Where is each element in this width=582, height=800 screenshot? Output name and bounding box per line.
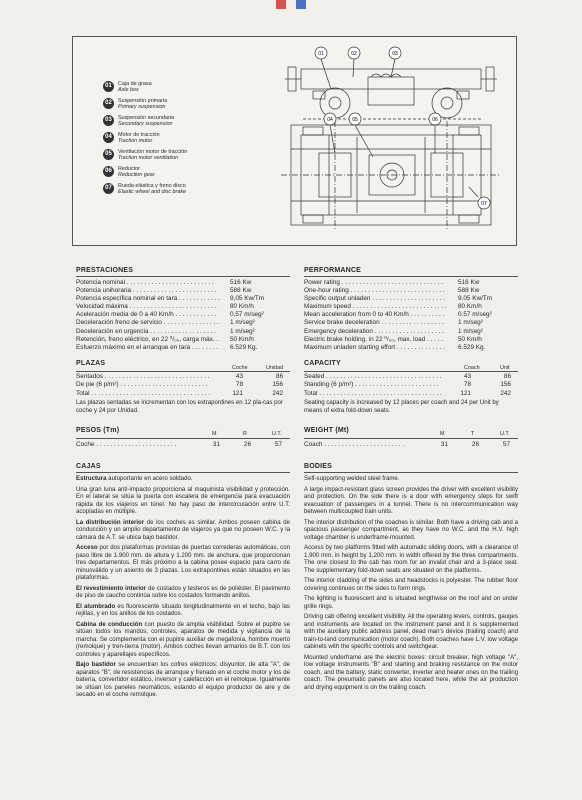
bodies-paragraph: The interior cladding of the sides and headstocks is polyester. The rubber floor covering continues on the sides to form rings. — [304, 577, 518, 592]
prestaciones-row — [76, 279, 290, 287]
spec-value: 6.529 Kg. — [458, 343, 486, 351]
capacity-label: Standing (6 p/m²) . . . . . . . . . . . . . . . . . . . . . . . . — [304, 381, 439, 389]
cajas-body: por dos plataformas provistas de puertas correderas automáticas, con paso libre de 1.900 mm. de altura y 1.200 mm. de anchura, que proporcionan tres departamentos. El más próximo a la cabina posee espacio para carro de minusválido y un asiento de 3 plazas. Los extrapontines están situados en las plataformas. — [76, 544, 290, 581]
spec-value: 588 Kw — [458, 287, 480, 295]
spec-label: Esfuerzo máximo en el arranque en tara . . . . . . . . — [76, 343, 219, 351]
prestaciones-table — [76, 279, 290, 352]
legend-number-badge: 03 — [103, 115, 114, 126]
callout-label: 03 — [392, 51, 398, 57]
bodies-paragraph: The interior distribution of the coaches is similar. Both have a driving cab and a spacious passenger compartment, as they have no W.C. and the H.V. high voltage chamber is underframe-mounted. — [304, 518, 518, 541]
capacity-value: 43 — [235, 373, 243, 380]
spec-label: Potencia unihoraria . . . . . . . . . . . . . . . . . . . . . . . . — [76, 287, 217, 295]
spec-value: 1 m/seg² — [458, 319, 483, 327]
cajas-paragraph — [76, 486, 290, 516]
spec-label: Maximum speed . . . . . . . . . . . . . . . . . . . . . . . . . . . — [304, 303, 447, 311]
prestaciones-title: PRESTACIONES — [76, 267, 134, 274]
cajas-paragraph — [76, 661, 290, 699]
plazas-col-coche: Coche — [232, 365, 248, 371]
spec-label: Electric brake holding, in 22 ⁰/₀₀, max. load . . . . . — [304, 335, 443, 343]
spec-label: Retención, freno eléctrico, en 22 ⁰/₀₀, carga máx. . — [76, 335, 219, 343]
capacity-value: 43 — [463, 373, 471, 380]
legend-spanish-label: Rueda elástica y freno disco — [118, 183, 186, 189]
callout-label: 05 — [352, 117, 358, 123]
spec-label: Emergency deceleration . . . . . . . . . . . . . . . . . . . . — [304, 327, 444, 335]
section-rule — [304, 438, 518, 439]
weight-label: Coach . . . . . . . . . . . . . . . . . . . . . . . — [304, 441, 405, 448]
performance-row — [304, 328, 518, 336]
capacity-row — [304, 381, 518, 389]
cajas-body: de costados y testeros es de poliéster. El pavimento de piso de caucho continúa sobre los costados formando anillos. — [76, 584, 291, 599]
legend-number-badge: 04 — [103, 132, 114, 143]
weight-value: 31 — [440, 441, 448, 448]
section-rule — [76, 276, 290, 277]
spec-value: 9.05 Kw/Tm — [458, 295, 493, 303]
spec-value: 1 m/seg² — [458, 327, 483, 335]
weight-col: M — [440, 431, 445, 437]
prestaciones-row — [76, 295, 290, 303]
legend-spanish-label: Suspensión secundaria — [118, 115, 175, 121]
capacity-value: 78 — [235, 381, 243, 389]
cajas-paragraph — [76, 621, 290, 659]
capacity-value: 121 — [232, 389, 243, 397]
capacity-label: De pie (6 p/m²) . . . . . . . . . . . . . . . . . . . . . . . . . — [76, 381, 208, 389]
prestaciones-row — [76, 328, 290, 336]
prestaciones-row — [76, 319, 290, 327]
prestaciones-row — [76, 344, 290, 352]
capacity-value: 156 — [500, 381, 511, 389]
legend-number-badge: 07 — [103, 183, 114, 194]
performance-table — [304, 279, 518, 352]
performance-row — [304, 336, 518, 344]
spec-label: Specific output unladen . . . . . . . . . . . . . . . . . . . . . — [304, 295, 446, 303]
bodies-paragraph: Self-supporting welded steel frame. — [304, 475, 400, 482]
spec-value: 588 Kw — [230, 287, 252, 295]
pesos-value: 26 — [243, 441, 251, 448]
bodies-text — [304, 475, 518, 694]
bogie-technical-drawing — [73, 37, 518, 247]
capacity-col-coach: Coach — [464, 365, 480, 371]
cajas-body: de los coches es similar. Ambos poseen cabina de conducción y un amplio departamento de viajeros ya que no poseen W.C. y la cámara de A.T. se ubica bajo bastidor. — [76, 518, 290, 541]
cajas-title: CAJAS — [76, 463, 101, 470]
legend-english-label: Reduction gear — [118, 172, 155, 179]
prestaciones-row — [76, 336, 290, 344]
capacity-row — [304, 390, 518, 398]
cajas-lead-term: El alumbrado — [76, 602, 116, 610]
capacity-note: Seating capacity is increased by 12 places per coach and 24 per Unit by means of extra fold-down seats. — [304, 399, 499, 414]
performance-row — [304, 287, 518, 295]
spec-value: 9,05 Kw/Tm — [230, 295, 265, 303]
spec-label: Maximum unladen starting effort . . . . . . . . . . . . . . — [304, 343, 445, 351]
spec-label: Power rating . . . . . . . . . . . . . . . . . . . . . . . . . . . . . — [304, 279, 443, 286]
section-rule — [76, 472, 290, 473]
legend-spanish-label: Caja de grasa — [118, 81, 152, 87]
pesos-value: 31 — [212, 441, 220, 448]
prestaciones-row — [76, 311, 290, 319]
cajas-body: autoportante en acero soldado. — [106, 475, 193, 482]
cajas-body: se encuentran los cofres eléctricos: disyuntor, de alta "A", de aparatos "B", de resistencias de arranque y frenado en el coche motor y los de batería, convertidor estático, inversor y calefacción en el remolque. Igualmente se sitúan los paneles neumáticos, estando el equipo productor de aire y de secado en el coche remolque. — [76, 661, 290, 698]
cajas-lead-term: El revestimiento interior — [76, 584, 147, 592]
callout-markers — [315, 47, 490, 209]
spec-value: 0,57 m/seg² — [230, 311, 264, 319]
header-red-bar — [276, 0, 286, 9]
cajas-paragraph — [76, 585, 290, 600]
performance-row — [304, 344, 518, 352]
cajas-lead-term: Acceso — [76, 544, 98, 551]
capacity-title: CAPACITY — [304, 360, 341, 367]
legend-english-label: Elastic wheel and disc brake — [118, 189, 187, 196]
cajas-body: es fluorescente situado longitudinalmente en el techo, bajo las rejillas, y en los anillos de los costados. — [76, 602, 290, 617]
bodies-paragraph: A large impact-resistant glass screen provides the driver with excellent visibility and protection. On the side there is a door with emergency steps for swift evacuation of passengers in a tunnel. There is no intercommunication way between multicoupled train units. — [304, 485, 518, 515]
cajas-lead-term: La distribución interior — [76, 518, 145, 526]
bodies-paragraph: Mounted underframe are the electric boxes: circuit breaker, high voltage "A", low voltage instruments "B" and starting and braking resistance on the motor coach, and the battery, static converter, inverter and heater ones on the trailing coach. The pneumatic panels are also located here, while the air production and drying equipment is on the trailing coach. — [304, 653, 518, 691]
spec-label: Aceleración media de 0 a 40 Km/h . . . . . . . . . . . . — [76, 311, 217, 319]
plazas-note: Las plazas sentadas se incrementan con los extrapontines en 12 pla-cas por coche y 24 por Unidad. — [76, 399, 283, 414]
weight-col: U.T. — [500, 431, 510, 437]
header-blue-bar — [296, 0, 306, 9]
pesos-row — [76, 441, 290, 449]
weight-title: WEIGHT (Mt) — [304, 427, 349, 434]
performance-title: PERFORMANCE — [304, 267, 362, 274]
spec-label: Deceleración en urgencia . . . . . . . . . . . . . . . . . . . — [76, 327, 216, 335]
section-rule — [304, 276, 518, 277]
weight-value: 26 — [471, 441, 479, 448]
callout-label: 06 — [432, 117, 438, 123]
spec-label: Deceleración freno de servicio . . . . . . . . . . . . . . . . — [76, 319, 219, 327]
section-rule — [76, 371, 290, 372]
bodies-title: BODIES — [304, 463, 333, 470]
legend-number-badge: 05 — [103, 149, 114, 160]
weight-col: T — [471, 431, 475, 437]
capacity-label: Seated . . . . . . . . . . . . . . . . . . . . . . . . . . . . . . . . . — [304, 373, 442, 380]
legend-spanish-label: Reductor — [118, 166, 140, 172]
plazas-row — [76, 373, 290, 381]
legend-english-label: Primary suspension — [118, 104, 166, 111]
pesos-label: Coche . . . . . . . . . . . . . . . . . . . . . . . — [76, 441, 177, 448]
performance-row — [304, 303, 518, 311]
spec-value: 6.529 Kg. — [230, 343, 258, 351]
cajas-lead-term: Bajo bastidor — [76, 661, 116, 668]
pesos-title: PESOS (Tm) — [76, 427, 120, 434]
spec-value: 516 Kw — [458, 279, 480, 286]
performance-row — [304, 279, 518, 287]
capacity-value: 242 — [272, 389, 283, 397]
callout-label: 07 — [481, 201, 487, 207]
spec-label: Potencia nominal . . . . . . . . . . . . . . . . . . . . . . . . . — [76, 279, 214, 286]
cajas-paragraph — [76, 603, 290, 618]
plazas-row — [76, 381, 290, 389]
cajas-paragraph — [76, 519, 290, 542]
capacity-label: Total . . . . . . . . . . . . . . . . . . . . . . . . . . . . . . . . . . — [76, 389, 211, 397]
spec-label: Velocidad máxima . . . . . . . . . . . . . . . . . . . . . . . . . — [76, 303, 217, 311]
pesos-col: M — [212, 431, 217, 437]
capacity-value: 86 — [275, 373, 283, 380]
pesos-value: 57 — [274, 441, 282, 448]
section-rule — [76, 438, 290, 439]
spec-value: 516 Kw — [230, 279, 252, 286]
spec-label: One-hour rating . . . . . . . . . . . . . . . . . . . . . . . . . . . — [304, 287, 445, 295]
spec-value: 0.57 m/seg² — [458, 311, 492, 319]
spec-label: Potencia específica nominal en tara . . . . . . . . . . . . — [76, 295, 220, 303]
legend-spanish-label: Suspensión primaria — [118, 98, 168, 104]
spec-label: Mean acceleration from 0 to 40 Km/h . . . . . . . . . . — [304, 311, 445, 319]
spec-label: Service brake deceleration . . . . . . . . . . . . . . . . . . — [304, 319, 444, 327]
capacity-value: 121 — [460, 389, 471, 397]
capacity-row — [304, 373, 518, 381]
bodies-paragraph: Access by two platforms fitted with automatic sliding doors, with a clearance of 1,900 mm. in height by 1,200 mm. in width offered by the three compartments. The one closest to the cab has room for an invalid chair and a 3-place seat. The supplementary fold-down seats are situated on the platforms. — [304, 544, 518, 574]
prestaciones-row — [76, 303, 290, 311]
section-rule — [304, 371, 518, 372]
capacity-value: 242 — [500, 389, 511, 397]
capacity-label: Sentados . . . . . . . . . . . . . . . . . . . . . . . . . . . . . . — [76, 373, 210, 380]
spec-value: 1 m/seg² — [230, 319, 255, 327]
prestaciones-row — [76, 287, 290, 295]
capacity-value: 86 — [503, 373, 511, 380]
legend-english-label: Traction motor ventilation — [118, 155, 179, 162]
capacity-value: 156 — [272, 381, 283, 389]
capacity-col-unit: Unit — [500, 365, 510, 371]
legend-number-badge: 02 — [103, 98, 114, 109]
legend-spanish-label: Motor de tracción — [118, 132, 160, 138]
bodies-paragraph: Driving cab offering excellent visibility. All the operating levers, controls, gauges and instruments are located on the instrument panel and it is supplemented with the auxiliary public address panel, dead man's device (trailing coach) and train-to-land communication (motor coach). Both coaches have L.V. low voltage cabinets with the specific controls and switchgear. — [304, 613, 518, 650]
capacity-label: Total . . . . . . . . . . . . . . . . . . . . . . . . . . . . . . . . . . . — [304, 389, 442, 397]
cajas-paragraph — [76, 475, 290, 483]
pesos-col: U.T. — [272, 431, 282, 437]
cajas-lead-term: Cabina de conducción — [76, 620, 143, 628]
cajas-paragraph — [76, 544, 290, 582]
cajas-lead-term: Estructura — [76, 475, 107, 482]
spec-value: 1 m/seg² — [230, 327, 255, 335]
bodies-paragraph: The lighting is fluorescent and is situated lengthwise on the roof and on under grille rings. — [304, 595, 518, 610]
pesos-col: R — [243, 431, 247, 437]
performance-row — [304, 311, 518, 319]
spec-value: 50 Km/h — [458, 335, 482, 343]
legend-number-badge: 06 — [103, 166, 114, 177]
plazas-row — [76, 390, 290, 398]
bogie-drawing-panel — [72, 36, 517, 246]
cajas-body: Una gran luna anti-impacto proporciona al maquinista visibilidad y protección. En el lateral se sitúa la puerta con escalera de emergencia para evacuación rápida de los viajeros en túnel. No hay paso de intercirculación entre U.T. acopladas en múltiple. — [76, 485, 290, 515]
performance-row — [304, 319, 518, 327]
cajas-text — [76, 475, 290, 702]
weight-value: 57 — [502, 441, 510, 448]
plazas-col-unidad: Unidad — [266, 365, 284, 371]
spec-value: 50 Km/h — [230, 335, 254, 343]
plazas-title: PLAZAS — [76, 360, 106, 367]
legend-english-label: Secondary suspension — [118, 121, 173, 128]
spec-value: 80 Km/h — [230, 303, 254, 311]
spec-value: 80 Km/h — [458, 303, 482, 311]
legend-english-label: Axle box — [118, 87, 139, 94]
capacity-value: 78 — [463, 381, 471, 389]
callout-label: 02 — [351, 51, 357, 57]
performance-row — [304, 295, 518, 303]
weight-row — [304, 441, 518, 449]
section-rule — [304, 472, 518, 473]
legend-english-label: Traction motor — [118, 138, 153, 145]
callout-label: 01 — [318, 51, 324, 57]
cajas-body: con puesto de amplia visibilidad. Sobre el pupitre se sitúan todos los mandos, controles, aparatos de medida y vigilancia de la marcha. Se complementa con el pupitre auxiliar de megafonía, hombre muerto (remolque) y tren-tierra (motor). Ambos coches llevan armarios de B.T. con los controles y aparellajes específicos. — [76, 620, 290, 658]
legend-number-badge: 01 — [103, 81, 114, 92]
callout-label: 04 — [327, 117, 333, 123]
legend-spanish-label: Ventilación motor de tracción — [118, 149, 188, 155]
